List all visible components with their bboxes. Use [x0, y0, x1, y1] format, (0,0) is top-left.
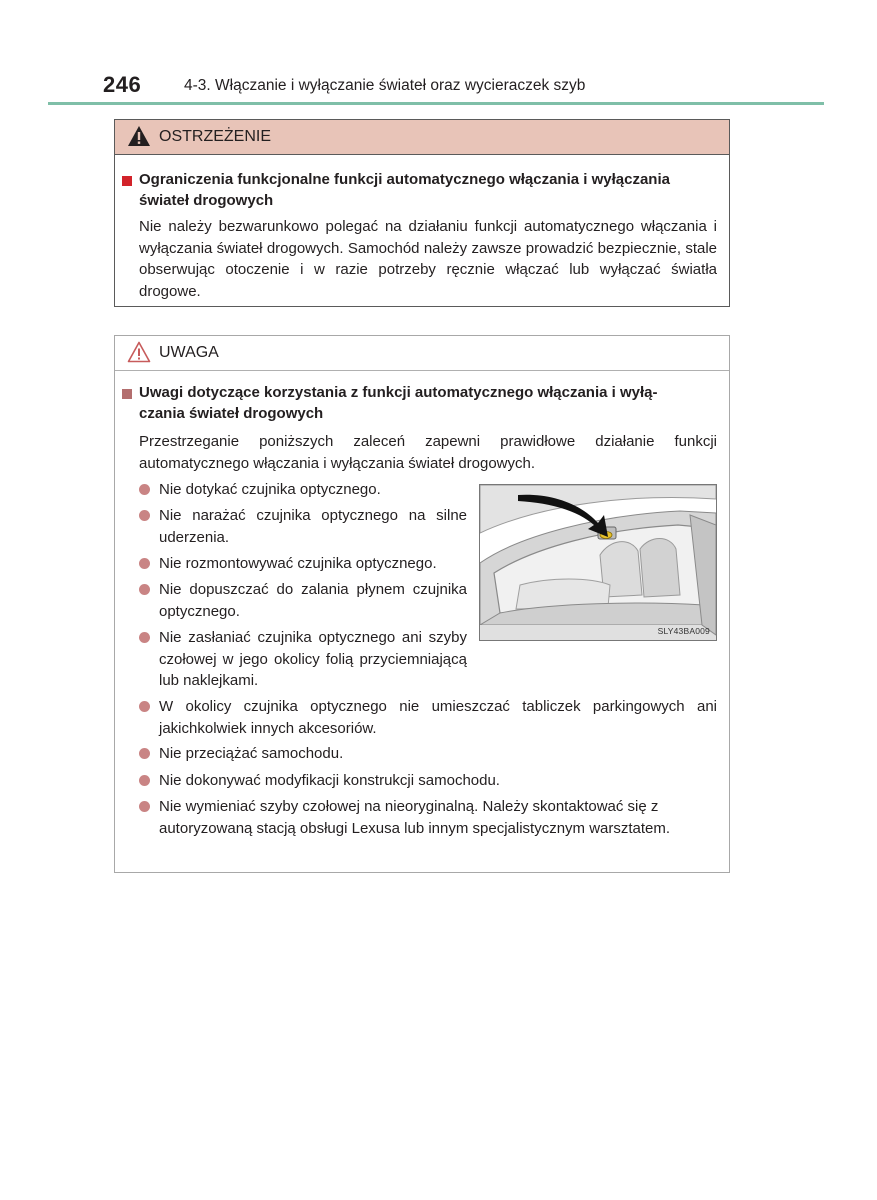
- bullet-dot: [139, 748, 150, 759]
- figure-code: SLY43BA009: [657, 626, 710, 636]
- warning-label: OSTRZEŻENIE: [159, 128, 272, 145]
- windshield-drawing: [480, 485, 716, 640]
- bullet-dot: [139, 584, 150, 595]
- list-item: Nie przeciążać samochodu.: [139, 743, 717, 765]
- bullet-dot: [139, 484, 150, 495]
- list-item: Nie zasłaniać czujnika optycznego ani szyby czołowej w jego okolicy folią przyciemniającą lub naklejkami.: [139, 627, 467, 692]
- note-header: [115, 336, 729, 371]
- note-box: [114, 335, 730, 873]
- warning-header: [115, 120, 729, 155]
- warning-triangle-icon: [127, 125, 151, 147]
- warning-text: Nie należy bezwarunkowo polegać na działaniu funkcji automatycznego włączania i wyłączania świateł drogowych. Samochód należy zawsze prowadzić bezpiecznie, stale obserwując otoczenie i w razie potrzeby ręcznie włączać lub wyłączać światła drogowe.: [139, 218, 717, 300]
- warning-box: [114, 119, 730, 307]
- warning-section-title: Ograniczenia funkcjonalne funkcji automatycznego włączania i wyłączania świateł drogowych: [139, 171, 670, 209]
- note-section-title: Uwagi dotyczące korzystania z funkcji automatycznego włączania i wyłą- czania świateł drogowych: [139, 384, 658, 422]
- list-item: W okolicy czujnika optycznego nie umieszczać tabliczek parkingowych ani jakichkolwiek innych akcesoriów.: [139, 696, 717, 739]
- note-intro: Przestrzeganie poniższych zaleceń zapewni prawidłowe działanie funkcji automatycznego włączania i wyłączania świateł drogowych.: [139, 433, 717, 472]
- bullet-dot: [139, 801, 150, 812]
- bullet-dot: [139, 510, 150, 521]
- page-header: [0, 0, 877, 106]
- note-label: UWAGA: [159, 344, 219, 361]
- section-marker: [122, 176, 132, 186]
- sensor-illustration: [479, 484, 717, 641]
- header-rule: [48, 102, 824, 105]
- list-item: Nie narażać czujnika optycznego na silne uderzenia.: [139, 505, 467, 548]
- bullet-dot: [139, 558, 150, 569]
- list-item: Nie dopuszczać do zalania płynem czujnika optycznego.: [139, 579, 467, 622]
- bullet-dot: [139, 701, 150, 712]
- list-item: Nie dokonywać modyfikacji konstrukcji samochodu.: [139, 770, 717, 792]
- list-item: Nie rozmontowywać czujnika optycznego.: [139, 553, 467, 575]
- bullet-dot: [139, 632, 150, 643]
- list-item: Nie wymieniać szyby czołowej na nieoryginalną. Należy skontaktować się z autoryzowaną stacją obsługi Lexusa lub innym specjalistycznym warsztatem.: [139, 796, 717, 839]
- page-number: 246: [103, 72, 142, 97]
- bullet-dot: [139, 775, 150, 786]
- caution-triangle-icon: [127, 341, 151, 363]
- chapter-title: 4-3. Włączanie i wyłączanie świateł oraz wycieraczek szyb: [184, 77, 586, 94]
- list-item: Nie dotykać czujnika optycznego.: [139, 479, 467, 501]
- section-marker: [122, 389, 132, 399]
